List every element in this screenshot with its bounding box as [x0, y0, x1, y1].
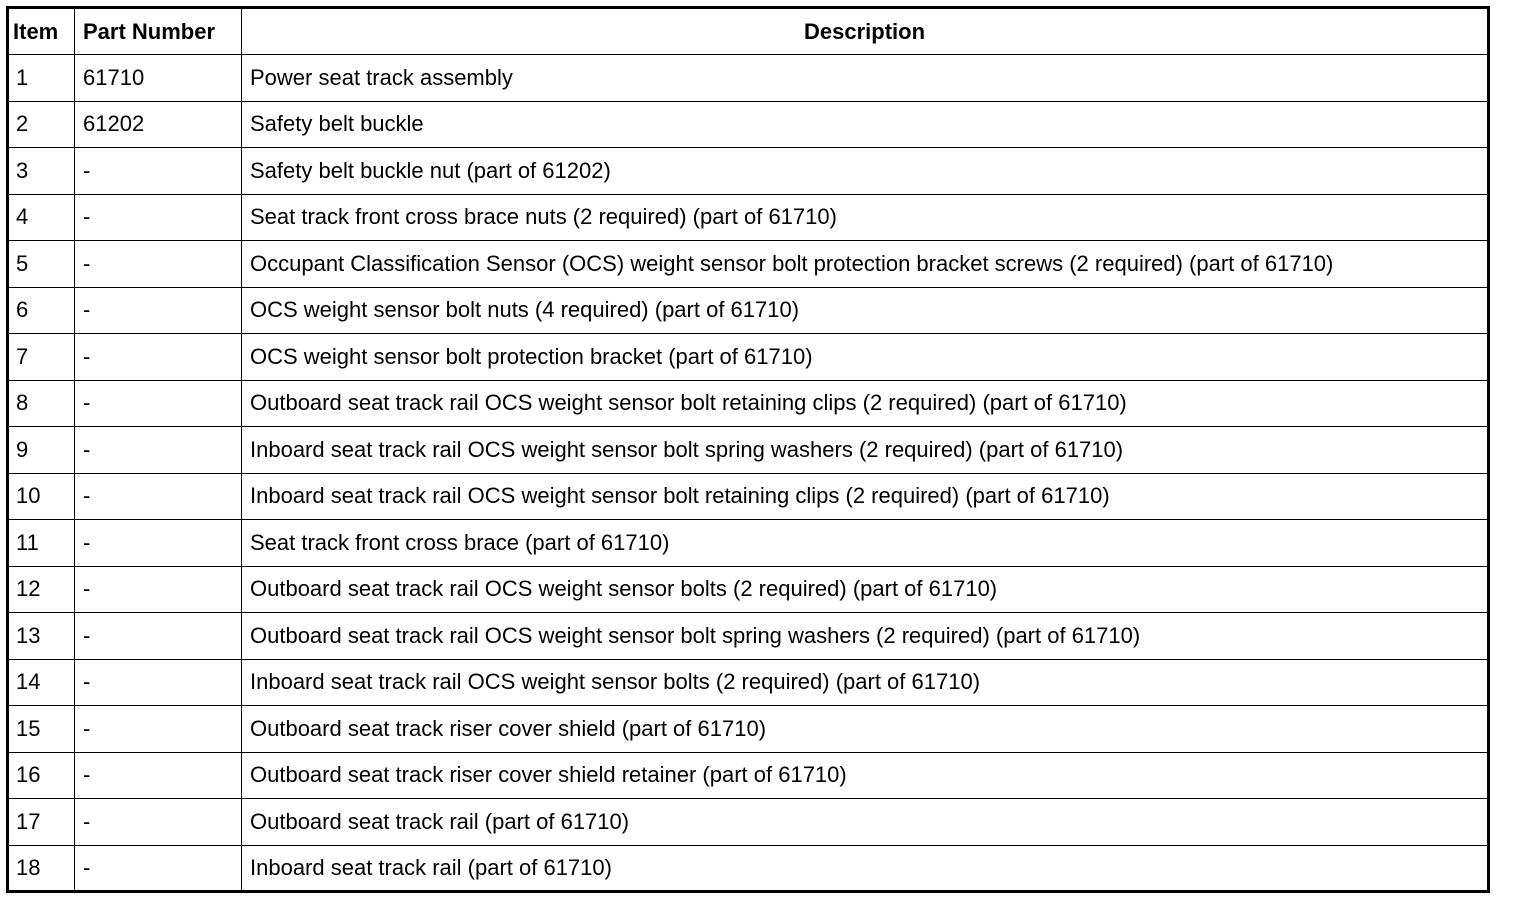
item-cell: 17: [8, 799, 75, 846]
part-number-cell: -: [75, 799, 242, 846]
description-cell: Seat track front cross brace nuts (2 required) (part of 61710): [242, 194, 1489, 241]
column-header-part-number: Part Number: [75, 8, 242, 55]
table-row: [8, 148, 1489, 195]
part-number-cell: -: [75, 752, 242, 799]
part-number-cell: -: [75, 566, 242, 613]
part-number-cell: -: [75, 334, 242, 381]
table-row: [8, 613, 1489, 660]
description-cell: Seat track front cross brace (part of 61710): [242, 520, 1489, 567]
item-cell: 1: [8, 55, 75, 102]
part-number-cell: -: [75, 241, 242, 288]
table-row: [8, 473, 1489, 520]
table-row: [8, 520, 1489, 567]
table-row: [8, 799, 1489, 846]
item-cell: 16: [8, 752, 75, 799]
item-cell: 8: [8, 380, 75, 427]
description-cell: Outboard seat track rail OCS weight sensor bolt retaining clips (2 required) (part of 61710): [242, 380, 1489, 427]
table-body: [8, 55, 1489, 892]
description-cell: Inboard seat track rail OCS weight sensor bolt retaining clips (2 required) (part of 61710): [242, 473, 1489, 520]
part-number-cell: -: [75, 613, 242, 660]
part-number-cell: 61202: [75, 101, 242, 148]
part-number-cell: -: [75, 287, 242, 334]
table-row: [8, 845, 1489, 892]
description-cell: OCS weight sensor bolt nuts (4 required) (part of 61710): [242, 287, 1489, 334]
parts-table: [6, 6, 1490, 893]
table-row: [8, 752, 1489, 799]
table-row: [8, 427, 1489, 474]
part-number-cell: -: [75, 194, 242, 241]
table-row: [8, 380, 1489, 427]
item-cell: 13: [8, 613, 75, 660]
table-row: [8, 334, 1489, 381]
description-cell: Safety belt buckle nut (part of 61202): [242, 148, 1489, 195]
table-row: [8, 55, 1489, 102]
table-row: [8, 241, 1489, 288]
table-row: [8, 287, 1489, 334]
description-cell: Safety belt buckle: [242, 101, 1489, 148]
item-cell: 10: [8, 473, 75, 520]
part-number-cell: -: [75, 659, 242, 706]
item-cell: 11: [8, 520, 75, 567]
description-cell: Inboard seat track rail OCS weight sensor bolts (2 required) (part of 61710): [242, 659, 1489, 706]
item-cell: 4: [8, 194, 75, 241]
part-number-cell: -: [75, 380, 242, 427]
item-cell: 12: [8, 566, 75, 613]
table-row: [8, 101, 1489, 148]
item-cell: 6: [8, 287, 75, 334]
item-cell: 7: [8, 334, 75, 381]
table-row: [8, 194, 1489, 241]
description-cell: Outboard seat track rail (part of 61710): [242, 799, 1489, 846]
description-cell: Occupant Classification Sensor (OCS) weight sensor bolt protection bracket screws (2 required) (part of 61710): [242, 241, 1489, 288]
description-cell: Outboard seat track riser cover shield (part of 61710): [242, 706, 1489, 753]
part-number-cell: -: [75, 520, 242, 567]
item-cell: 18: [8, 845, 75, 892]
table-row: [8, 706, 1489, 753]
item-cell: 5: [8, 241, 75, 288]
column-header-item: Item: [8, 8, 75, 55]
column-header-description: Description: [242, 8, 1489, 55]
table-row: [8, 659, 1489, 706]
part-number-cell: 61710: [75, 55, 242, 102]
item-cell: 14: [8, 659, 75, 706]
description-cell: Inboard seat track rail (part of 61710): [242, 845, 1489, 892]
part-number-cell: -: [75, 148, 242, 195]
table-header-row: [8, 8, 1489, 55]
item-cell: 2: [8, 101, 75, 148]
item-cell: 15: [8, 706, 75, 753]
part-number-cell: -: [75, 706, 242, 753]
description-cell: Inboard seat track rail OCS weight sensor bolt spring washers (2 required) (part of 61710): [242, 427, 1489, 474]
description-cell: Outboard seat track rail OCS weight sensor bolts (2 required) (part of 61710): [242, 566, 1489, 613]
description-cell: Power seat track assembly: [242, 55, 1489, 102]
part-number-cell: -: [75, 473, 242, 520]
item-cell: 3: [8, 148, 75, 195]
part-number-cell: -: [75, 427, 242, 474]
part-number-cell: -: [75, 845, 242, 892]
item-cell: 9: [8, 427, 75, 474]
description-cell: Outboard seat track riser cover shield retainer (part of 61710): [242, 752, 1489, 799]
description-cell: Outboard seat track rail OCS weight sensor bolt spring washers (2 required) (part of 61710): [242, 613, 1489, 660]
description-cell: OCS weight sensor bolt protection bracket (part of 61710): [242, 334, 1489, 381]
table-row: [8, 566, 1489, 613]
